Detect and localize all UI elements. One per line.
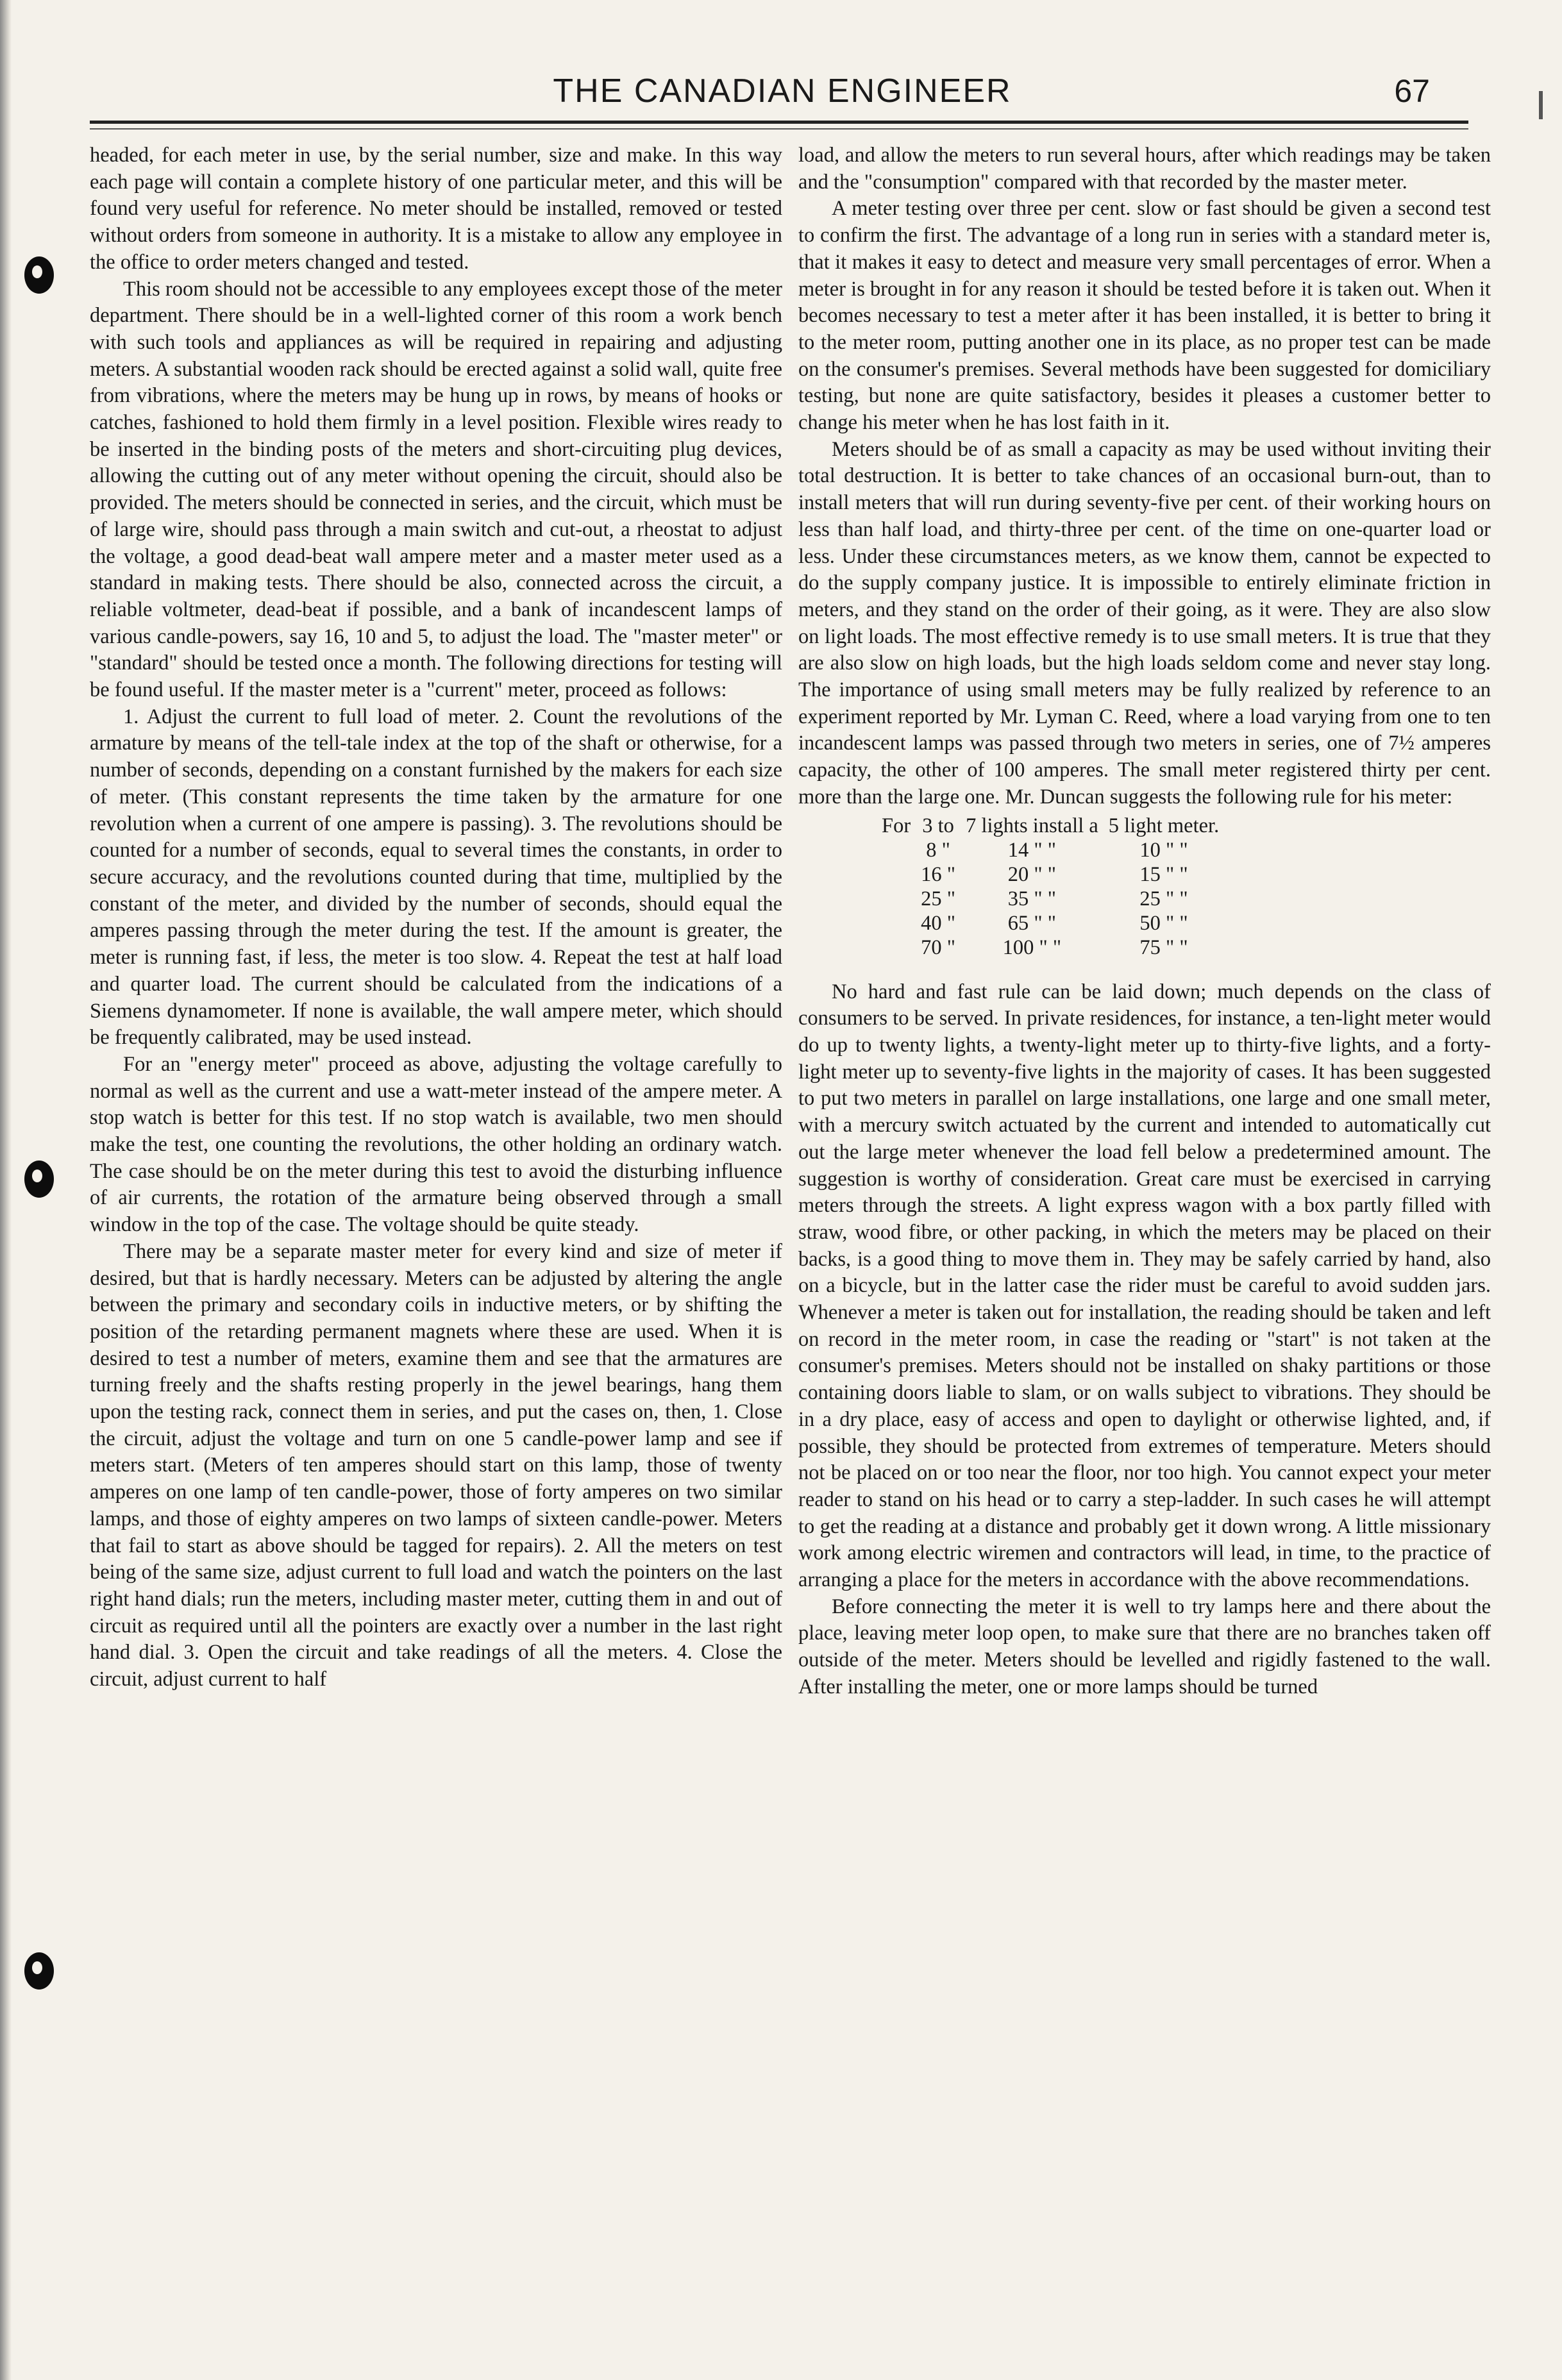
table-cell: 100 " " <box>1002 935 1062 959</box>
header-rule-thin <box>90 128 1468 130</box>
table-cell <box>882 862 916 887</box>
paragraph: load, and allow the meters to run several hours, after which readings may be taken and the "consumption" compared with that recorded by the master meter. <box>798 144 1491 194</box>
table-row <box>882 814 1224 838</box>
table-cell: 7 lights install a <box>966 814 1098 837</box>
table-cell: 25 " <box>921 887 956 910</box>
table-cell: 3 to <box>922 814 954 837</box>
table-cell: 40 " <box>921 911 956 935</box>
page-header <box>96 72 1468 117</box>
punch-hole-icon <box>24 256 54 294</box>
paragraph: This room should not be accessible to any employees except those of the meter department. There should be in a well-lighted corner of this room a work bench with such tools and appliances as will be required in repairing and adjusting meters. A substantial wooden rack should be erected against a solid wall, quite free from vibrations, where the meters may be hung up in rows, by means of hooks or catches, fashioned to hold them firmly in a level position. Flexible wires ready to be inserted in the binding posts of the meters and short-circuiting plug devices, allowing the cutting out of any meter without opening the circuit, should also be provided. The meters should be connected in series, and the circuit, which must be of large wire, should pass through a main switch and cut-out, a rheostat to adjust the voltage, a good dead-beat wall ampere meter and a master meter used as a standard in making tests. There should be also, connected across the circuit, a reliable voltmeter, dead-beat if possible, and a bank of incandescent lamps of various candle-powers, say 16, 10 and 5, to adjust the load. The "master meter" or "standard" should be tested once a month. The following directions for testing will be found useful. If the master meter is a "current" meter, proceed as follows: <box>90 277 782 702</box>
punch-hole-icon <box>24 1161 54 1198</box>
meter-size-table <box>882 814 1224 960</box>
table-cell: 25 " " <box>1139 887 1188 910</box>
table-row <box>882 838 1224 862</box>
paragraph: No hard and fast rule can be laid down; much depends on the class of consumers to be served. In private residences, for instance, a ten-light meter would do up to twenty lights, a twenty-light meter up to thirty-five lights, and a forty-light meter up to seventy-five lights in the majority of cases. It has been suggested to put two meters in parallel on large installations, one large and one small meter, with a mercury switch actuated by the current and intended to automatically cut out the large meter whenever the load fell below a predetermined amount. The suggestion is worthy of consideration. Great care must be exercised in carrying meters through the streets. A light express wagon with a box partly filled with straw, wood fibre, or other packing, in which the meters may be placed on their backs, is a good thing to move them in. They may be safely carried by hand, also on a bicycle, but in the latter case the rider must be careful to avoid sudden jars. Whenever a meter is taken out for installation, the reading should be taken and left on record in the meter room, in case the reading or "start" is not taken at the consumer's premises. Meters should not be installed on shaky partitions or those containing doors liable to slam, or on walls subject to vibrations. They should be in a dry place, easy of access and open to daylight or otherwise lighted, and, if possible, they should be protected from extremes of temperature. Meters should not be placed on or too near the floor, nor too high. You cannot expect your meter reader to stand on his head or to carry a step-ladder. In such cases he will attempt to get the reading at a distance and probably get it down wrong. A little missionary work among electric wiremen and contractors will lead, in time, to the practice of arranging a place for the meters in accordance with the above recommendations. <box>798 980 1491 1592</box>
paragraph: A meter testing over three per cent. slow or fast should be given a second test to confirm the first. The advantage of a long run in series with a standard meter is, that it makes it easy to detect and measure very small percentages of error. When a meter is brought in for any reason it should be tested before it is taken out. When it becomes necessary to test a meter after it has been installed, it is better to bring it to the meter room, putting another one in its place, as no proper test can be made on the consumer's premises. Several methods have been suggested for domiciliary testing, but none are quite satisfactory, besides it pleases a customer better to change his meter when he has lost faith in it. <box>798 197 1491 435</box>
table-cell <box>882 887 916 911</box>
journal-title: THE CANADIAN ENGINEER <box>553 72 1012 110</box>
table-cell: For <box>882 814 911 837</box>
table-row <box>882 887 1224 911</box>
table-cell: 50 " " <box>1139 911 1188 935</box>
table-cell: 5 light meter. <box>1108 814 1220 837</box>
paragraph: headed, for each meter in use, by the serial number, size and make. In this way each page will contain a complete history of one particular meter, and this will be found very useful for reference. No meter should be installed, removed or tested without orders from someone in authority. It is a mistake to allow any employee in the office to order meters changed and tested. <box>90 144 782 274</box>
table-row <box>882 935 1224 960</box>
table-cell <box>882 911 916 935</box>
table-cell: 8 " <box>926 838 950 862</box>
table-cell: 75 " " <box>1139 935 1188 959</box>
right-column <box>798 142 1491 1701</box>
left-column <box>90 142 782 1693</box>
table-cell: 15 " " <box>1139 862 1188 886</box>
paragraph: Meters should be of as small a capacity as may be used without inviting their total destruction. It is better to take chances of an occasional burn-out, than to install meters that will run during seventy-five per cent. of their working hours on less than half load, and thirty-three per cent. of the time on one-quarter load or less. Under these circumstances meters, as we know them, cannot be expected to do the supply company justice. It is impossible to entirely eliminate friction in meters, and they stand on the order of their going, as it were. They are also slow on light loads. The most effective remedy is to use small meters. It is true that they are also slow on high loads, but the high loads seldom come and never stay long. The importance of using small meters may be fully realized by reference to an experiment reported by Mr. Lyman C. Reed, where a load varying from one to ten incandescent lamps was passed through two meters in series, one of 7½ amperes capacity, the other of 100 amperes. The small meter registered thirty per cent. more than the large one. Mr. Duncan suggests the following rule for his meter: <box>798 437 1491 809</box>
header-rule-thick <box>90 121 1468 124</box>
table-cell: 14 " " <box>1007 838 1057 862</box>
table-cell: 65 " " <box>1007 911 1057 935</box>
table-cell: 35 " " <box>1007 887 1057 910</box>
page-number: 67 <box>1394 73 1430 109</box>
paragraph: For an "energy meter" proceed as above, adjusting the voltage carefully to normal as well as the current and use a watt-meter instead of the ampere meter. A stop watch is better for this test. If no stop watch is available, two men should make the test, one counting the revolutions, the other holding an ordinary watch. The case should be on the meter during this test to avoid the disturbing influence of air currents, the rotation of the armature being observed through a small window in the top of the case. The voltage should be quite steady. <box>90 1052 782 1237</box>
table-cell <box>882 838 916 862</box>
table-row <box>882 911 1224 935</box>
punch-hole-icon <box>24 1952 54 1990</box>
table-cell: 70 " <box>921 935 956 959</box>
paragraph: There may be a separate master meter for every kind and size of meter if desired, but that is hardly necessary. Meters can be adjusted by altering the angle between the primary and secondary coils in inductive meters, or by shifting the position of the retarding permanent magnets where these are used. When it is desired to test a number of meters, examine them and see that the armatures are turning freely and the shafts resting properly in the jewel bearings, hang them upon the testing rack, connect them in series, and put the cases on, then, 1. Close the circuit, adjust the voltage and turn on one 5 candle-power lamp and see if meters start. (Meters of ten amperes should start on this lamp, those of twenty amperes on one lamp of ten candle-power, those of forty amperes on two similar lamps, and those of eighty amperes on two lamps of sixteen candle-power. Meters that fail to start as above should be tagged for repairs). 2. All the meters on test being of the same size, adjust current to full load and watch the pointers on the last right hand dials; run the meters, including master meter, cutting them in and out of circuit as required until all the pointers are exactly over a number in the last right hand dial. 3. Open the circuit and take readings of all the meters. 4. Close the circuit, adjust current to half <box>90 1239 782 1691</box>
table-row <box>882 862 1224 887</box>
table-cell: 20 " " <box>1007 862 1057 886</box>
table-cell: 16 " <box>921 862 956 886</box>
paragraph: 1. Adjust the current to full load of meter. 2. Count the revolutions of the armature by means of the tell-tale index at the top of the shaft or otherwise, for a number of seconds, depending on a constant furnished by the makers for each size of meter. (This constant represents the time taken by the armature for one revolution when a current of one ampere is passing). 3. The revolutions should be counted for a number of seconds, equal to several times the constants, in order to secure accuracy, and the revolutions counted during that time, multiplied by the constant of the meter, and divided by the number of seconds, should equal the amperes passing through the meter during the test. If the amount is greater, the meter is running fast, if less, the meter is too slow. 4. Repeat the test at half load and quarter load. The current should be calculated from the indications of a Siemens dynamometer. If none is available, the wall ampere meter, which should be frequently calibrated, may be used instead. <box>90 705 782 1050</box>
table-cell <box>882 935 916 960</box>
binding-edge <box>0 0 12 2380</box>
paragraph: Before connecting the meter it is well to try lamps here and there about the place, leaving meter loop open, to make sure that there are no branches taken off outside of the meter. Meters should be levelled and rigidly fastened to the wall. After installing the meter, one or more lamps should be turned <box>798 1595 1491 1698</box>
table-cell: 10 " " <box>1139 838 1188 862</box>
edge-mark <box>1539 91 1543 119</box>
